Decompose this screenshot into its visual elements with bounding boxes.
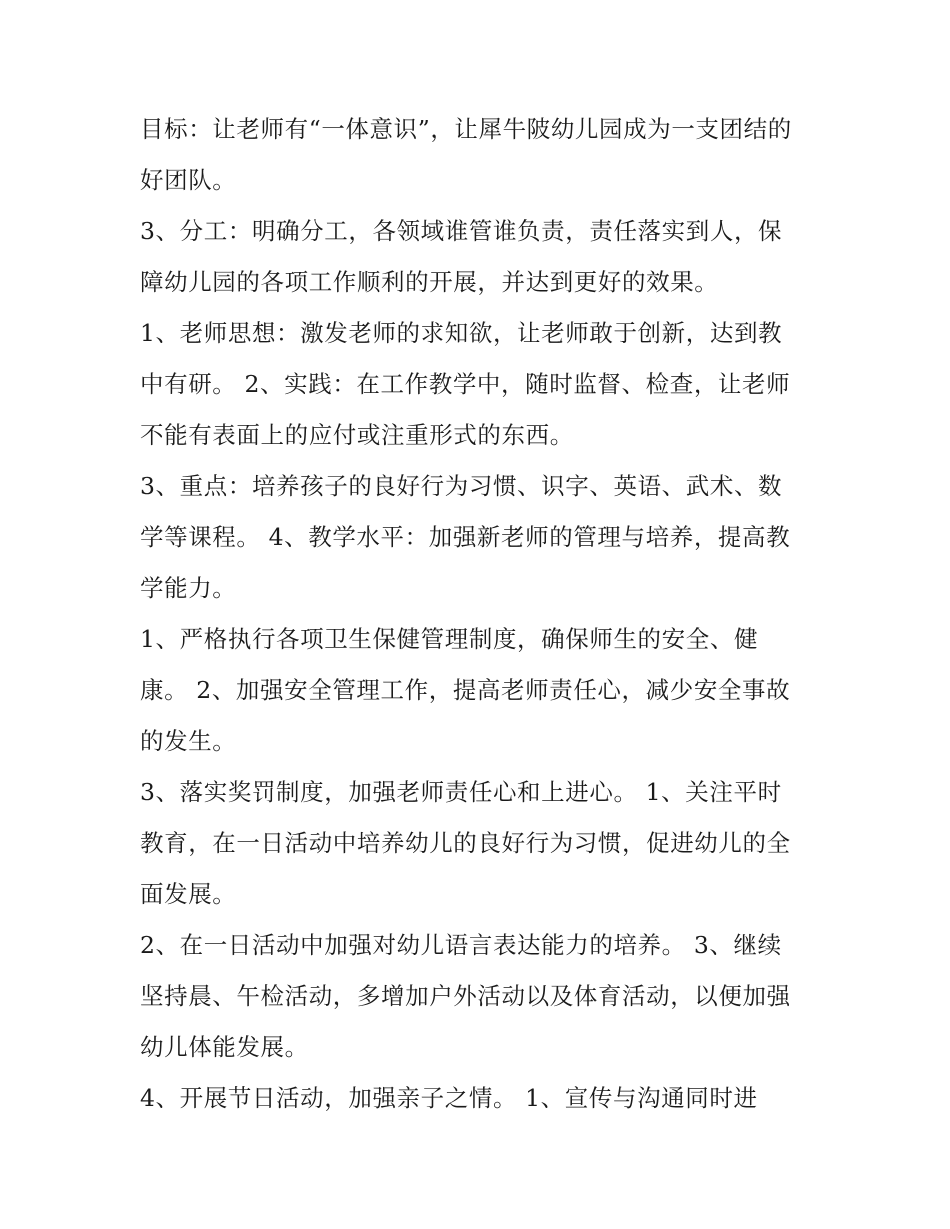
text-line: 好团队。 xyxy=(140,166,237,194)
text-line: 不能有表面上的应付或注重形式的东西。 xyxy=(140,421,574,449)
text-line: 面发展。 xyxy=(140,880,237,908)
document-body xyxy=(140,104,820,1124)
text-line: 目标：让老师有“一体意识”，让犀牛陂幼儿园成为一支团结的 xyxy=(140,115,792,143)
text-line: 康。 2、加强安全管理工作，提高老师责任心，减少安全事故 xyxy=(140,676,791,704)
text-line: 2、在一日活动中加强对幼儿语言表达能力的培养。 3、继续 xyxy=(140,931,782,959)
text-line: 学能力。 xyxy=(140,574,237,602)
text-line: 3、分工：明确分工，各领域谁管谁负责，责任落实到人，保 xyxy=(140,217,783,245)
text-line: 教育，在一日活动中培养幼儿的良好行为习惯，促进幼儿的全 xyxy=(140,829,791,857)
text-line: 4、开展节日活动，加强亲子之情。 1、宣传与沟通同时进 xyxy=(140,1084,758,1112)
text-line: 学等课程。 4、教学水平：加强新老师的管理与培养，提高教 xyxy=(140,523,791,551)
text-line: 中有研。 2、实践：在工作教学中，随时监督、检查，让老师 xyxy=(140,370,791,398)
text-line: 障幼儿园的各项工作顺利的开展，并达到更好的效果。 xyxy=(140,268,719,296)
text-line: 3、重点：培养孩子的良好行为习惯、识字、英语、武术、数 xyxy=(140,472,783,500)
text-line: 的发生。 xyxy=(140,727,237,755)
text-line: 坚持晨、午检活动，多增加户外活动以及体育活动，以便加强 xyxy=(140,982,791,1010)
text-line: 1、老师思想：激发老师的求知欲，让老师敢于创新，达到教 xyxy=(140,319,783,347)
text-line: 幼儿体能发展。 xyxy=(140,1033,309,1061)
text-line: 1、严格执行各项卫生保健管理制度，确保师生的安全、健 xyxy=(140,625,759,653)
text-line: 3、落实奖罚制度，加强老师责任心和上进心。 1、关注平时 xyxy=(140,778,782,806)
